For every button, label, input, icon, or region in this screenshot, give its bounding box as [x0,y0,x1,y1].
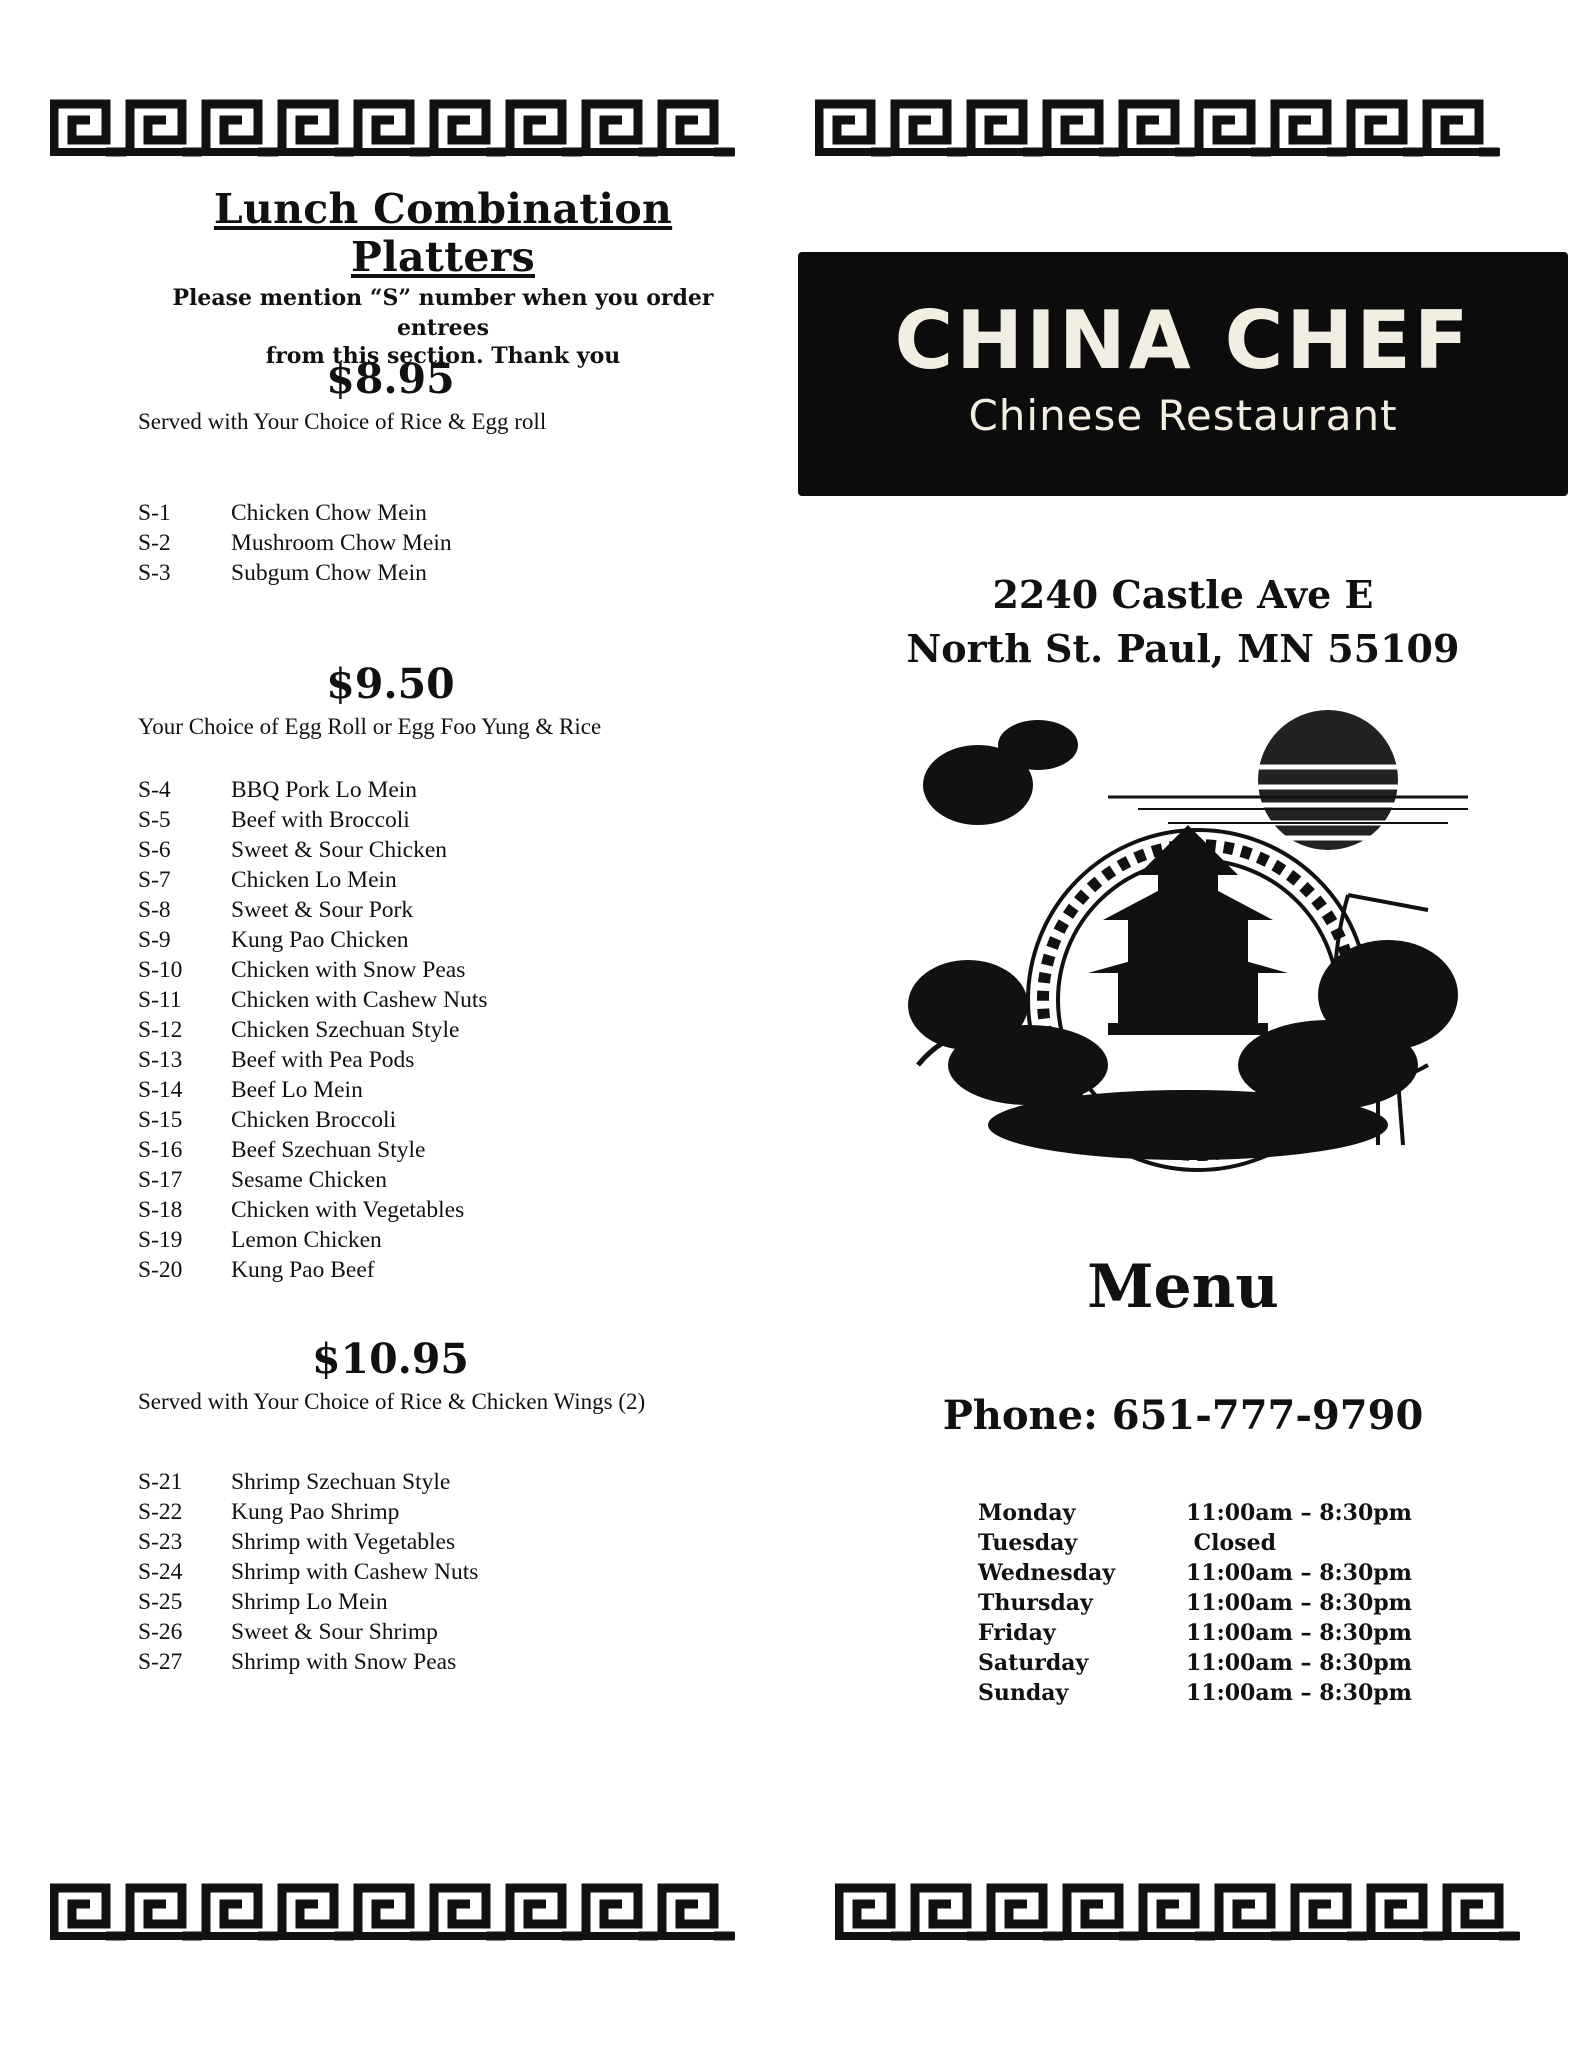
item-name: Sweet & Sour Chicken [231,837,448,863]
greek-key-motif [819,104,891,152]
menu-item [138,775,488,805]
item-code: S-6 [138,837,171,863]
greek-key-motif [358,104,430,152]
phone-number: Phone: 651-777-9790 [942,1392,1424,1439]
menu-item [138,1045,488,1075]
menu-item [138,865,488,895]
greek-key-motif [434,104,506,152]
address [798,568,1568,676]
hours-row [978,1648,1412,1678]
price-note: Served with Your Choice of Rice & Chicken Wings (2) [138,1389,646,1414]
item-name: Chicken Chow Mein [231,500,427,526]
menu-item [138,1617,478,1647]
hours-time: 11:00am – 8:30pm [1186,1650,1412,1676]
greek-key-motif [1371,1888,1443,1936]
logo-subtitle: Chinese Restaurant [968,391,1398,440]
greek-key-motif [206,1888,278,1936]
item-name: Chicken Lo Mein [231,867,397,893]
greek-key-motif [54,104,126,152]
menu-item [138,1015,488,1045]
menu-item [138,895,488,925]
item-name: Sweet & Sour Pork [231,897,414,923]
item-code: S-25 [138,1589,183,1615]
address-line1: 2240 Castle Ave E [992,572,1374,617]
hours-time: 11:00am – 8:30pm [1186,1680,1412,1706]
hours-day: Thursday [978,1590,1093,1616]
item-code: S-27 [138,1649,183,1675]
item-name: Sweet & Sour Shrimp [231,1619,438,1645]
item-code: S-13 [138,1047,183,1073]
greek-key-motif [54,1888,126,1936]
greek-key-motif [510,104,582,152]
menu-item [138,1225,488,1255]
menu-item [138,1255,488,1285]
hours-time: 11:00am – 8:30pm [1186,1560,1412,1586]
item-name: Chicken Broccoli [231,1107,397,1133]
item-name: Beef Szechuan Style [231,1137,426,1163]
hours-row [978,1558,1412,1588]
item-name: Mushroom Chow Mein [231,530,452,556]
item-list-3 [138,1467,478,1677]
greek-key-motif [206,104,278,152]
item-code: S-20 [138,1257,183,1283]
item-name: Chicken with Cashew Nuts [231,987,488,1013]
menu-item [138,1497,478,1527]
item-code: S-9 [138,927,171,953]
address-line2: North St. Paul, MN 55109 [906,626,1460,671]
item-name: Beef with Broccoli [231,807,410,833]
hours-row [978,1528,1412,1558]
item-name: Shrimp with Snow Peas [231,1649,457,1675]
item-name: Sesame Chicken [231,1167,387,1193]
price-group-2 [138,660,778,740]
item-name: Chicken Szechuan Style [231,1017,460,1043]
restaurant-logo [798,252,1568,496]
hours-day: Wednesday [978,1560,1116,1586]
item-code: S-16 [138,1137,183,1163]
menu-item [138,1587,478,1617]
price-note: Your Choice of Egg Roll or Egg Foo Yung & Rice [138,714,602,739]
item-code: S-12 [138,1017,183,1043]
moon-icon [1108,710,1468,850]
item-code: S-14 [138,1077,183,1103]
price-group-1 [138,355,778,435]
greek-key-motif [282,1888,354,1936]
item-code: S-26 [138,1619,183,1645]
greek-key-motif [1067,1888,1139,1936]
menu-item [138,925,488,955]
hours-row [978,1588,1412,1618]
item-code: S-3 [138,560,171,586]
greek-key-motif [130,1888,202,1936]
hours-time: Closed [1186,1530,1276,1556]
greek-key-motif [1351,104,1423,152]
menu-item [138,1195,488,1225]
pagoda-icon [1088,825,1288,1035]
hours-day: Tuesday [978,1530,1078,1556]
item-code: S-22 [138,1499,183,1525]
item-code: S-23 [138,1529,183,1555]
item-name: Chicken with Snow Peas [231,957,466,983]
greek-key-motif [1275,104,1347,152]
item-list-1 [138,498,452,588]
item-code: S-5 [138,807,171,833]
greek-key-motif [1427,104,1499,152]
greek-key-motif [130,104,202,152]
business-hours [978,1498,1412,1708]
price-note: Served with Your Choice of Rice & Egg roll [138,409,547,434]
hours-day: Saturday [978,1650,1089,1676]
item-code: S-21 [138,1469,183,1495]
item-code: S-4 [138,777,171,803]
item-code: S-18 [138,1197,183,1223]
greek-key-border-top-right [815,96,1500,158]
item-name: Shrimp Szechuan Style [231,1469,451,1495]
menu-item [138,1135,488,1165]
menu-item [138,955,488,985]
hours-time: 11:00am – 8:30pm [1186,1620,1412,1646]
hours-time: 11:00am – 8:30pm [1186,1500,1412,1526]
item-code: S-11 [138,987,182,1013]
price-heading: $9.50 [326,660,455,708]
hours-row [978,1678,1412,1708]
lunch-section-header [138,185,758,371]
greek-key-motif [358,1888,430,1936]
item-code: S-2 [138,530,171,556]
greek-key-motif [586,104,658,152]
logo-title: CHINA CHEF [894,294,1472,387]
greek-key-motif [915,1888,987,1936]
menu-item [138,805,488,835]
hours-time: 11:00am – 8:30pm [1186,1590,1412,1616]
item-code: S-10 [138,957,183,983]
menu-item [138,528,452,558]
price-group-3 [138,1335,778,1415]
menu-heading: Menu [1087,1252,1279,1322]
menu-item [138,498,452,528]
hours-day: Friday [978,1620,1056,1646]
menu-item [138,835,488,865]
item-code: S-24 [138,1559,183,1585]
item-list-2 [138,775,488,1285]
greek-key-border-top-left [50,96,735,158]
greek-key-motif [971,104,1043,152]
menu-item [138,985,488,1015]
item-name: Beef with Pea Pods [231,1047,415,1073]
greek-key-motif [1199,104,1271,152]
greek-key-motif [586,1888,658,1936]
greek-key-motif [895,104,967,152]
section-note-line2: from this section. Thank you [265,343,621,369]
item-name: Kung Pao Beef [231,1257,375,1283]
hours-row [978,1618,1412,1648]
pagoda-moon-crane-illustration [908,705,1478,1185]
greek-key-motif [662,1888,734,1936]
item-name: Shrimp Lo Mein [231,1589,388,1615]
greek-key-motif [282,104,354,152]
item-name: Chicken with Vegetables [231,1197,465,1223]
item-name: Lemon Chicken [231,1227,382,1253]
greek-key-motif [1295,1888,1367,1936]
greek-key-motif [1123,104,1195,152]
item-code: S-17 [138,1167,183,1193]
item-name: Subgum Chow Mein [231,560,427,586]
greek-key-motif [510,1888,582,1936]
greek-key-motif [839,1888,911,1936]
greek-key-border-bottom-left [50,1880,735,1942]
item-name: Kung Pao Shrimp [231,1499,400,1525]
greek-key-motif [1047,104,1119,152]
section-title: Lunch Combination Platters [213,185,673,281]
menu-item [138,1165,488,1195]
greek-key-motif [1143,1888,1215,1936]
greek-key-motif [434,1888,506,1936]
menu-item [138,1527,478,1557]
item-code: S-8 [138,897,171,923]
item-name: Shrimp with Cashew Nuts [231,1559,479,1585]
item-name: Beef Lo Mein [231,1077,363,1103]
menu-item [138,1647,478,1677]
menu-item [138,1557,478,1587]
item-name: Shrimp with Vegetables [231,1529,456,1555]
item-name: Kung Pao Chicken [231,927,409,953]
hours-row [978,1498,1412,1528]
greek-key-motif [1219,1888,1291,1936]
menu-item [138,558,452,588]
item-code: S-7 [138,867,171,893]
item-name: BBQ Pork Lo Mein [231,777,418,803]
section-note-line1: Please mention “S” number when you order entrees [172,285,714,341]
greek-key-motif [1447,1888,1519,1936]
item-code: S-15 [138,1107,183,1133]
greek-key-border-bottom-right [835,1880,1520,1942]
greek-key-motif [662,104,734,152]
hours-day: Monday [978,1500,1076,1526]
price-heading: $10.95 [312,1335,469,1383]
item-code: S-19 [138,1227,183,1253]
menu-item [138,1075,488,1105]
greek-key-motif [991,1888,1063,1936]
price-heading: $8.95 [326,355,455,403]
menu-item [138,1105,488,1135]
menu-item [138,1467,478,1497]
item-code: S-1 [138,500,171,526]
hours-day: Sunday [978,1680,1069,1706]
